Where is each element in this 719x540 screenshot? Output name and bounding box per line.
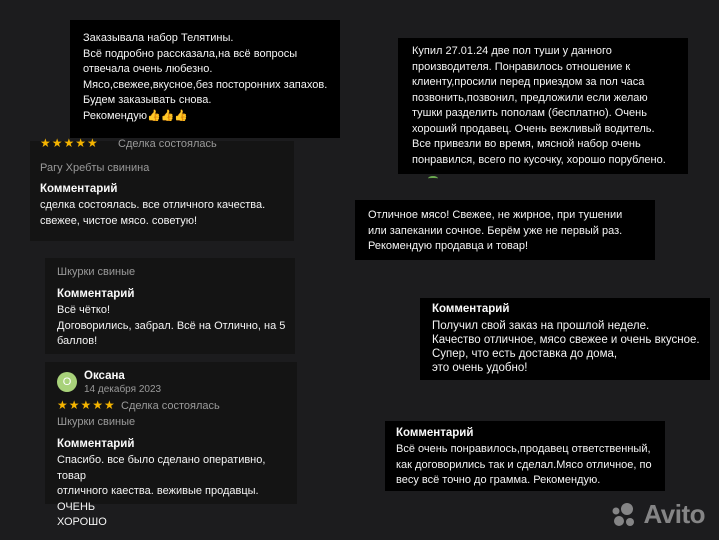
review-card-4 — [355, 200, 655, 260]
avito-logo-text: Avito — [643, 499, 705, 529]
avito-dots-icon — [609, 501, 637, 529]
reviewer-name[interactable]: Оксана — [84, 370, 125, 382]
product-name[interactable]: Шкурки свиные — [57, 266, 136, 278]
review-text: Заказывала набор Телятины. Всё подробно рассказала,на всё вопросы отвечала очень любезно. Мясо,свежее,вкусное,без посторонних запахов. Будем заказывать снова. Рекомендую👍👍👍 — [83, 32, 328, 122]
deal-status: Сделка состоялась — [121, 400, 220, 412]
avatar[interactable]: О — [57, 372, 77, 392]
review-text: Отличное мясо! Свежее, не жирное, при тушении или запекании сочное. Берём уже не первый раз. Рекомендую продавца и товар! — [368, 209, 623, 252]
review-card-8 — [385, 421, 665, 491]
review-date: 14 декабря 2023 — [84, 384, 162, 395]
rating-stars: ★★★★★ — [57, 398, 116, 412]
product-name[interactable]: Рагу Хребты свинина — [40, 162, 150, 174]
review-card-3 — [398, 38, 688, 174]
comment-heading: Комментарий — [432, 303, 510, 315]
review-text: Всё очень понравилось,продавец ответственный, как договорились так и сделал.Мясо отличное, по весу всё точно до грамма. Рекомендую. — [396, 443, 652, 486]
deal-status: Сделка состоялась — [118, 138, 217, 150]
review-card-1 — [70, 20, 340, 138]
review-card-7 — [45, 362, 297, 528]
review-text: Купил 27.01.24 две пол туши у данного производителя. Понравилось отношение к клиенту,просили перед приездом за пол часа позвонить,позвонил, предложили если желаю тушки разделить пополам (бесплатно). Очень хороший продавец. Очень вежливый водитель. Все привезли во время, мясной набор очень понравился, всего по кусочку, хорошо порублено. — [412, 45, 666, 166]
review-text: Всё чётко! Договорились, забрал. Всё на Отлично, на 5 баллов! — [57, 304, 286, 347]
review-text: Получил свой заказ на прошлой неделе. Качество отличное, мясо свежее и очень вкусное. Супер, что есть доставка до дома, это очень удобно! — [432, 320, 700, 374]
product-name[interactable]: Шкурки свиные — [57, 416, 136, 428]
comment-heading: Комментарий — [40, 183, 118, 195]
comment-heading: Комментарий — [396, 427, 474, 439]
review-card-6 — [420, 298, 710, 380]
partial-badge-icon — [428, 176, 438, 181]
rating-stars: ★★★★★ — [40, 136, 99, 150]
review-card-2 — [30, 136, 294, 241]
comment-heading: Комментарий — [57, 438, 135, 450]
review-card-5 — [45, 258, 295, 354]
review-text: Спасибо. все было сделано оперативно, товар отличного каества. веживые продавцы. ОЧЕНЬ ХОРОШО — [57, 454, 266, 528]
review-text: сделка состоялась. все отличного качества. свежее, чистое мясо. советую! — [40, 199, 266, 227]
comment-heading: Комментарий — [57, 288, 135, 300]
avito-watermark — [609, 499, 705, 530]
